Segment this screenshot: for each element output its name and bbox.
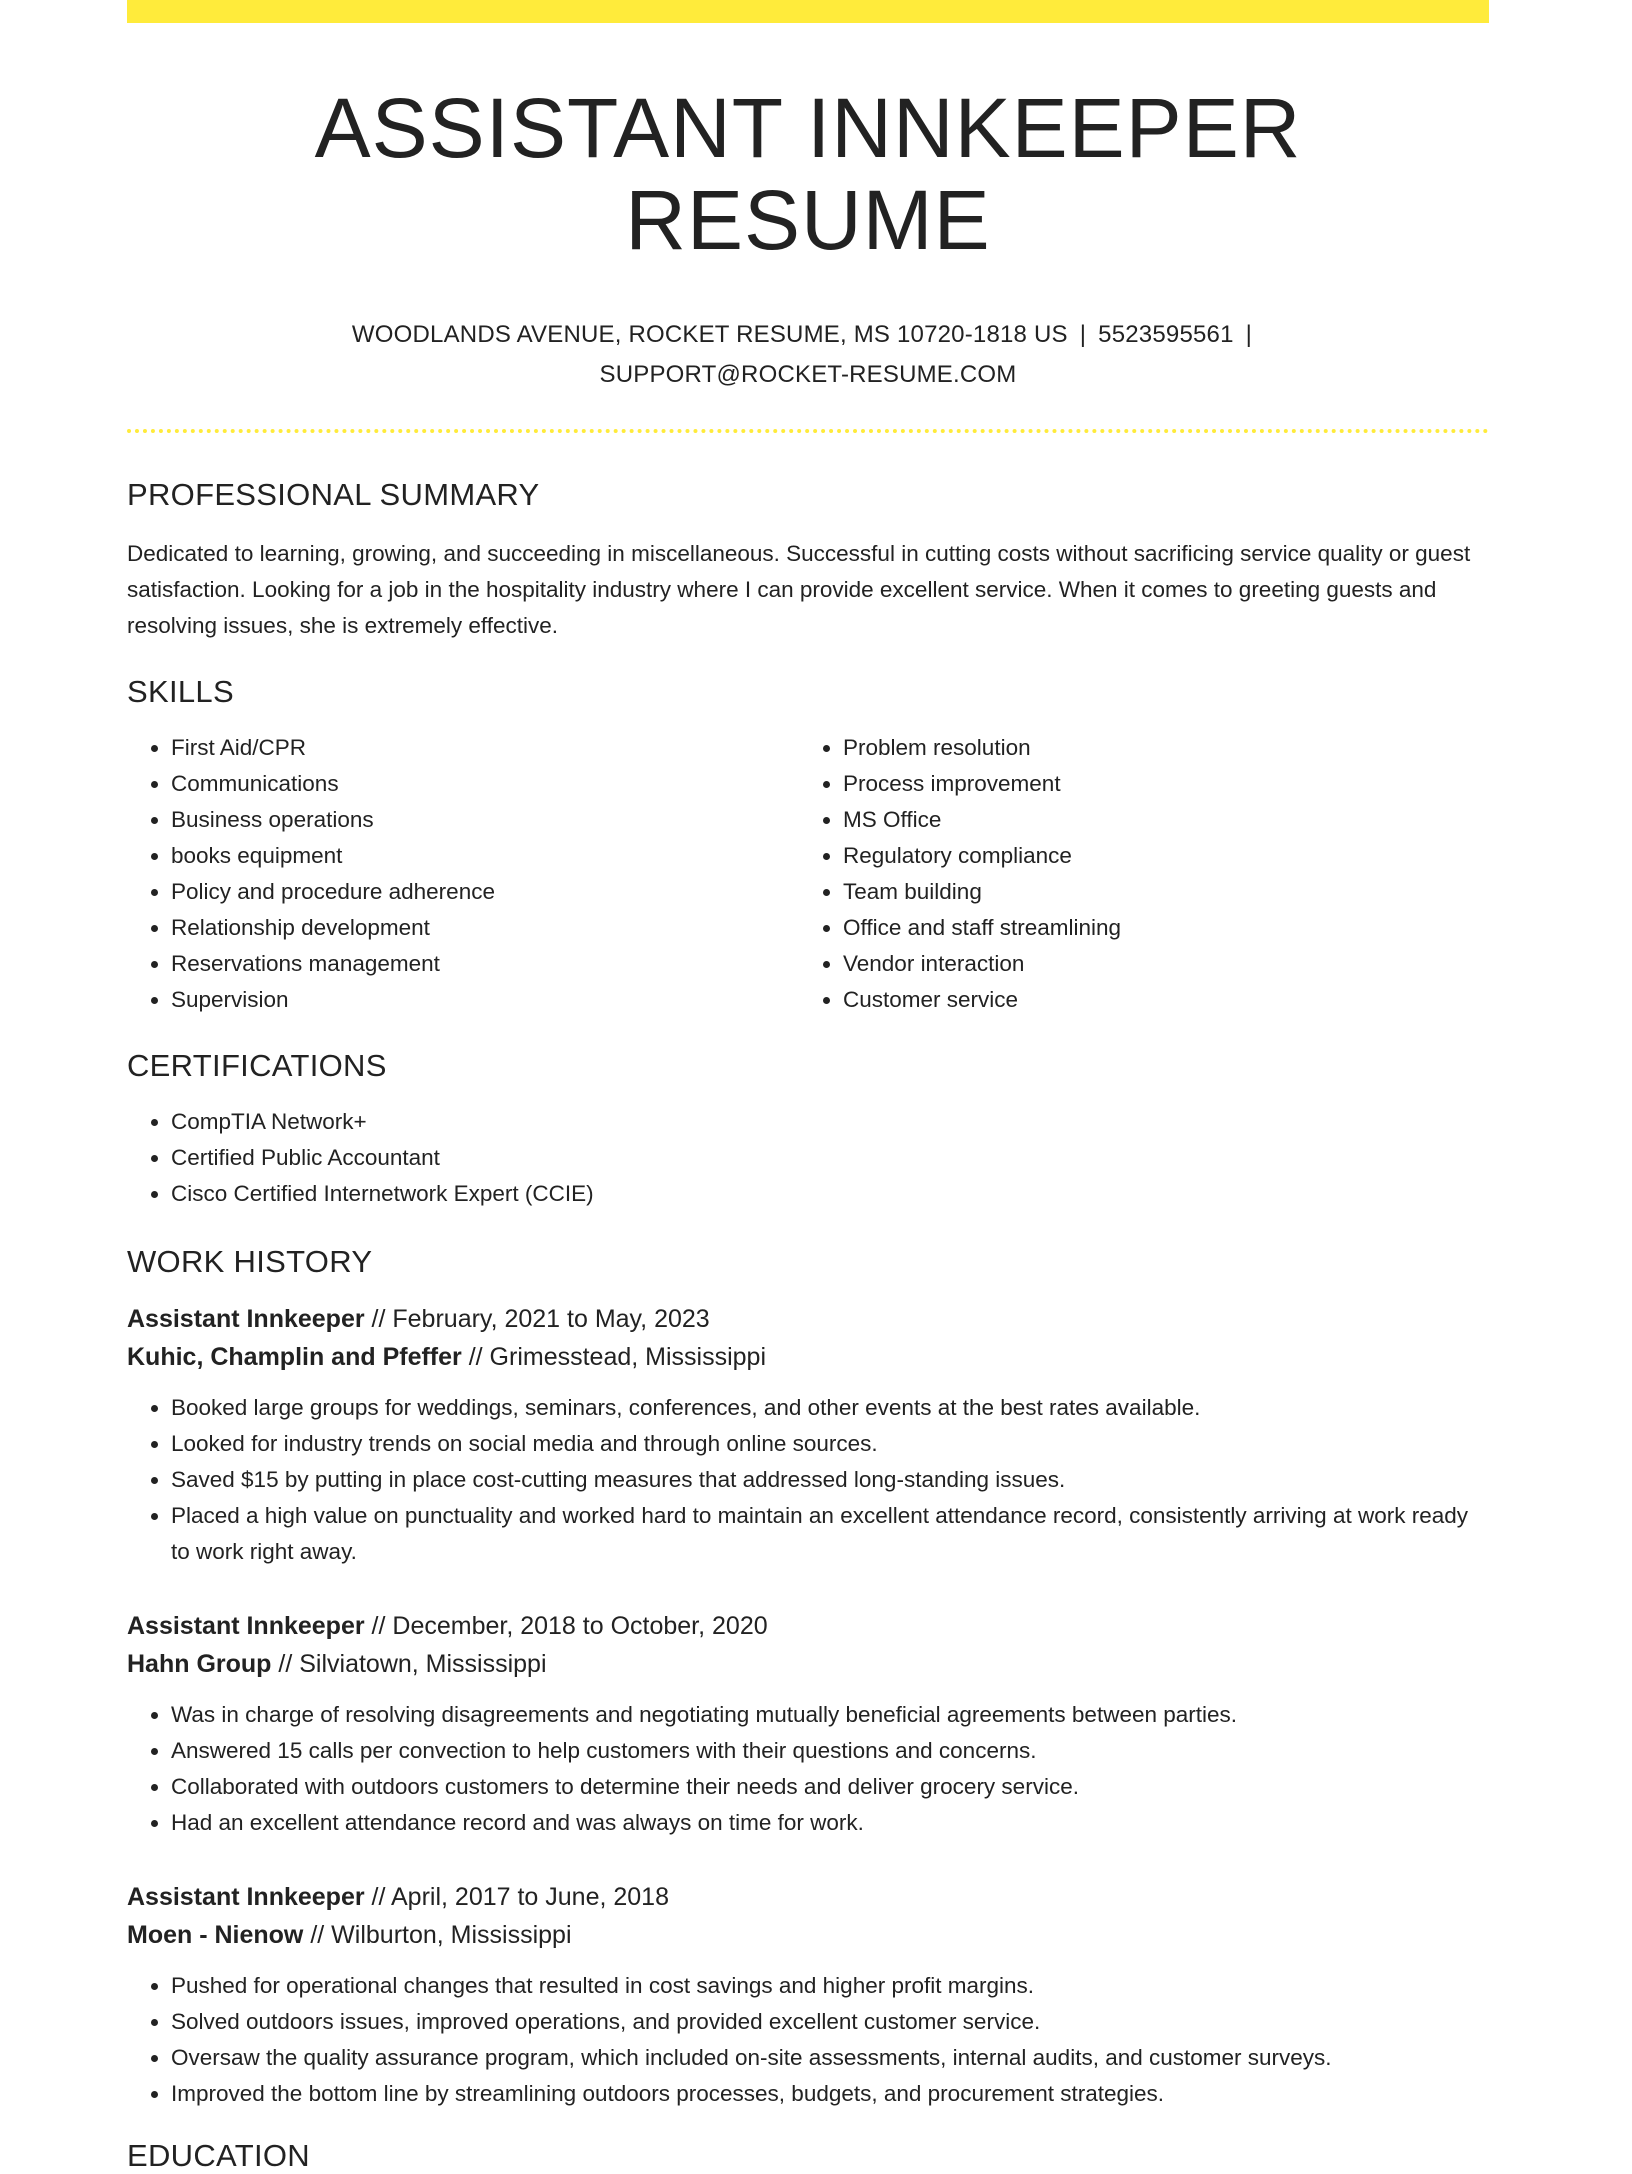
contact-separator: | — [1079, 320, 1087, 348]
certification-item: • Cisco Certified Internetwork Expert (CCIE) — [171, 1176, 1489, 1212]
skill-item: • books equipment — [171, 838, 799, 874]
skills-columns — [127, 730, 1489, 1018]
skill-item: • Relationship development — [171, 910, 799, 946]
skill-item: • Business operations — [171, 802, 799, 838]
job-company: Hahn Group — [127, 1649, 272, 1678]
resume-title: ASSISTANT INNKEEPER RESUME — [314, 81, 1302, 268]
job-duty-item: • Placed a high value on punctuality and worked hard to maintain an excellent attendance record, consistently arriving at work ready to work right away. — [171, 1498, 1489, 1570]
section-heading-summary: PROFESSIONAL SUMMARY — [127, 476, 540, 512]
skills-column-left — [127, 730, 799, 1018]
job-company-line — [127, 1338, 1489, 1376]
dotted-divider — [127, 429, 1489, 433]
skills-column-right — [799, 730, 1471, 1018]
contact-separator: | — [1245, 320, 1253, 348]
job-title: Assistant Innkeeper — [127, 1304, 365, 1333]
job-company: Kuhic, Champlin and Pfeffer — [127, 1342, 462, 1371]
job-duties-list — [127, 1968, 1489, 2112]
section-heading-skills: SKILLS — [127, 673, 234, 709]
job-entry — [127, 1300, 1489, 1570]
section-heading-work-history: WORK HISTORY — [127, 1243, 373, 1279]
job-duty-item: • Solved outdoors issues, improved operations, and provided excellent customer service. — [171, 2004, 1489, 2040]
job-duty-item: • Oversaw the quality assurance program, which included on-site assessments, internal audits, and customer surveys. — [171, 2040, 1489, 2076]
job-duty-item: • Improved the bottom line by streamlining outdoors processes, budgets, and procurement strategies. — [171, 2076, 1489, 2112]
skill-item: • Office and staff streamlining — [843, 910, 1471, 946]
job-location: // Grimesstead, Mississippi — [468, 1342, 767, 1371]
skill-item: • MS Office — [843, 802, 1471, 838]
contact-phone: 5523595561 — [1098, 320, 1234, 348]
job-duties-list — [127, 1697, 1489, 1841]
job-location: // Wilburton, Mississippi — [310, 1920, 572, 1949]
certification-item: • CompTIA Network+ — [171, 1104, 1489, 1140]
skills-list-left — [127, 730, 799, 1018]
job-entry — [127, 1878, 1489, 2112]
job-dates: // February, 2021 to May, 2023 — [371, 1304, 710, 1333]
skill-item: • Process improvement — [843, 766, 1471, 802]
skill-item: • Regulatory compliance — [843, 838, 1471, 874]
job-duty-item: • Collaborated with outdoors customers to determine their needs and deliver grocery service. — [171, 1769, 1489, 1805]
skill-item: • Communications — [171, 766, 799, 802]
job-duty-item: • Booked large groups for weddings, seminars, conferences, and other events at the best rates available. — [171, 1390, 1489, 1426]
job-duty-item: • Had an excellent attendance record and was always on time for work. — [171, 1805, 1489, 1841]
skill-item: • Policy and procedure adherence — [171, 874, 799, 910]
job-duty-item: • Looked for industry trends on social media and through online sources. — [171, 1426, 1489, 1462]
job-title-line — [127, 1300, 1489, 1338]
job-company-line — [127, 1645, 1489, 1683]
accent-top-bar — [127, 0, 1489, 23]
resume-page — [127, 0, 1489, 2174]
job-title-line — [127, 1607, 1489, 1645]
job-dates: // April, 2017 to June, 2018 — [371, 1882, 669, 1911]
job-dates: // December, 2018 to October, 2020 — [371, 1611, 768, 1640]
certifications-list — [127, 1104, 1489, 1212]
job-duty-item: • Pushed for operational changes that resulted in cost savings and higher profit margins. — [171, 1968, 1489, 2004]
job-location: // Silviatown, Mississippi — [278, 1649, 547, 1678]
job-duties-list — [127, 1390, 1489, 1570]
contact-email: SUPPORT@ROCKET-RESUME.COM — [599, 360, 1017, 388]
skill-item: • Customer service — [843, 982, 1471, 1018]
job-duty-item: • Was in charge of resolving disagreements and negotiating mutually beneficial agreements between parties. — [171, 1697, 1489, 1733]
skill-item: • Problem resolution — [843, 730, 1471, 766]
job-title-line — [127, 1878, 1489, 1916]
job-duty-item: • Saved $15 by putting in place cost-cutting measures that addressed long-standing issues. — [171, 1462, 1489, 1498]
contact-address: WOODLANDS AVENUE, ROCKET RESUME, MS 10720-1818 US — [351, 320, 1068, 348]
summary-text: Dedicated to learning, growing, and succeeding in miscellaneous. Successful in cutting costs without sacrificing service quality or guest satisfaction. Looking for a job in the hospitality industry where I can provide excellent service. When it comes to greeting guests and resolving issues, she is extremely effective. — [127, 540, 1471, 638]
skill-item: • Vendor interaction — [843, 946, 1471, 982]
job-company-line — [127, 1916, 1489, 1954]
job-duty-item: • Answered 15 calls per convection to help customers with their questions and concerns. — [171, 1733, 1489, 1769]
skill-item: • Reservations management — [171, 946, 799, 982]
job-title: Assistant Innkeeper — [127, 1882, 365, 1911]
certification-item: • Certified Public Accountant — [171, 1140, 1489, 1176]
skill-item: • Team building — [843, 874, 1471, 910]
skill-item: • Supervision — [171, 982, 799, 1018]
section-heading-education: EDUCATION — [127, 2137, 310, 2173]
skills-list-right — [799, 730, 1471, 1018]
skill-item: • First Aid/CPR — [171, 730, 799, 766]
job-company: Moen - Nienow — [127, 1920, 304, 1949]
contact-info — [318, 315, 1298, 395]
job-entry — [127, 1607, 1489, 1841]
job-title: Assistant Innkeeper — [127, 1611, 365, 1640]
section-heading-certifications: CERTIFICATIONS — [127, 1047, 387, 1083]
